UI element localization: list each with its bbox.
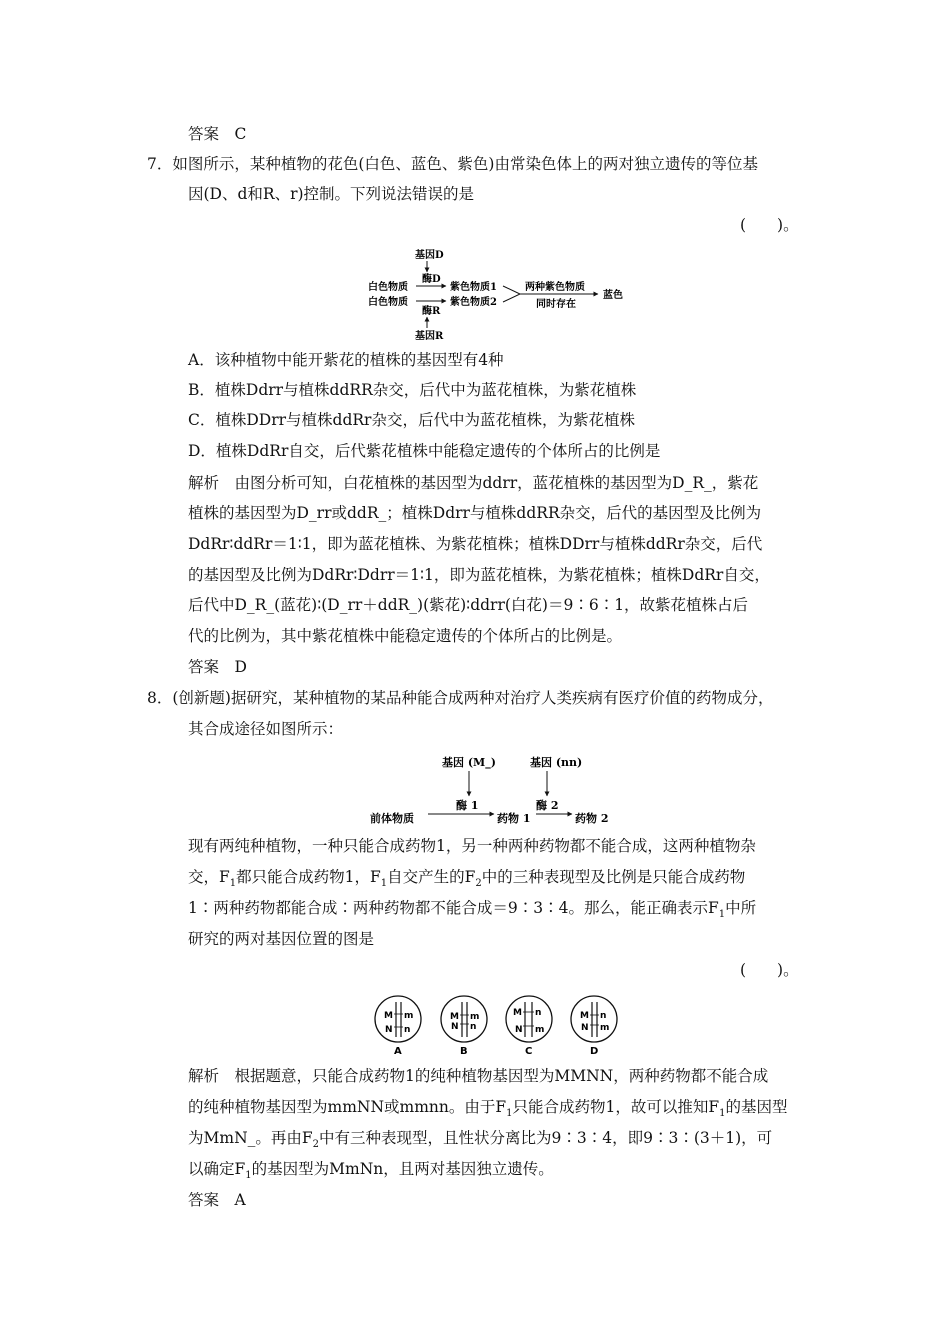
q7-analysis-line: 代的比例为，其中紫花植株中能稳定遗传的个体所占的比例是。 bbox=[188, 627, 623, 645]
q8-body-line: 现有两纯种植物，一种只能合成药物1，另一种两种药物都不能合成，这两种植物杂 bbox=[188, 837, 756, 855]
q7-enzyme-d: 酶D bbox=[422, 274, 441, 285]
q6-answer: 答案 C bbox=[188, 125, 247, 143]
q7-analysis-line: 解析 由图分析可知，白花植株的基因型为ddrr，蓝花植株的基因型为D_R_，紫花 bbox=[188, 474, 759, 492]
q8-answer: 答案 A bbox=[188, 1191, 246, 1209]
svg-text:m: m bbox=[600, 1023, 610, 1033]
q8-stem-line1: 8．(创新题)据研究，某种植物的某品种能合成两种对治疗人类疾病有医疗价值的药物成分， bbox=[147, 689, 774, 707]
q8-analysis-line: 为MmN_。再由$F_2$中有三种表现型，且性状分离比为9∶3∶4，即9∶3∶(3＋1)，可 bbox=[188, 1129, 773, 1151]
q7-gene-r: 基因R bbox=[415, 331, 444, 342]
chromosome-figure-label: B bbox=[460, 1046, 468, 1057]
q8-chromosome-figures bbox=[370, 992, 620, 1058]
svg-text:n: n bbox=[600, 1011, 607, 1021]
q8-analysis-line: 以确定$F_1$的基因型为MmNn，且两对基因独立遗传。 bbox=[188, 1160, 554, 1182]
q7-coexist-bottom: 同时存在 bbox=[536, 299, 576, 310]
q8-stem-line2: 其合成途径如图所示： bbox=[188, 720, 344, 738]
chromosome-figure-label: A bbox=[394, 1046, 402, 1057]
q8-body-line: 1∶两种药物都能合成∶两种药物都不能合成＝9∶3∶4。那么，能正确表示$F_1$中所 bbox=[188, 899, 757, 921]
q7-option-b: B．植株Ddrr与植株ddRR杂交，后代中为蓝花植株，为紫花植株 bbox=[188, 381, 637, 399]
q8-gene-n: 基因 (nn) bbox=[530, 756, 583, 769]
q7-analysis-line: DdRr∶ddRr＝1∶1，即为蓝花植株、为紫花植株；植株DDrr与植株ddRr杂交，后代 bbox=[188, 535, 763, 553]
q8-answer-bracket: ( )。 bbox=[740, 961, 799, 979]
svg-text:M: M bbox=[384, 1011, 393, 1021]
svg-text:M: M bbox=[580, 1011, 589, 1021]
q8-precursor: 前体物质 bbox=[370, 812, 414, 825]
q7-option-a: A．该种植物中能开紫花的植株的基因型有4种 bbox=[188, 351, 504, 369]
q8-enzyme-2: 酶 2 bbox=[536, 799, 559, 812]
q7-gene-d: 基因D bbox=[415, 250, 444, 261]
q8-body-line: 研究的两对基因位置的图是 bbox=[188, 930, 375, 948]
q7-stem-line1: 7．如图所示，某种植物的花色(白色、蓝色、紫色)由常染色体上的两对独立遗传的等位基 bbox=[147, 155, 758, 173]
svg-text:n: n bbox=[404, 1025, 411, 1035]
svg-text:n: n bbox=[470, 1022, 477, 1032]
q8-body-line: 交，$F_1$都只能合成药物1，$F_1$自交产生的$F_2$中的三种表现型及比例是只能合成药物 bbox=[188, 868, 746, 890]
q7-answer-bracket: ( )。 bbox=[740, 216, 799, 234]
q8-analysis-line: 解析 根据题意，只能合成药物1的纯种植物基因型为MMNN，两种药物都不能合成 bbox=[188, 1067, 769, 1085]
svg-text:N: N bbox=[581, 1023, 589, 1033]
q7-white-2: 白色物质 bbox=[368, 297, 408, 308]
chromosome-figure-b bbox=[441, 996, 487, 1057]
svg-text:N: N bbox=[451, 1022, 459, 1032]
q7-white-1: 白色物质 bbox=[368, 282, 408, 293]
q7-analysis-line: 的基因型及比例为DdRr∶Ddrr＝1∶1，即为蓝花植株，为紫花植株；植株DdRr自交， bbox=[188, 566, 770, 584]
svg-text:m: m bbox=[535, 1025, 545, 1035]
chromosome-figure-c bbox=[506, 996, 552, 1057]
q7-blue: 蓝色 bbox=[603, 290, 623, 301]
svg-text:N: N bbox=[515, 1025, 523, 1035]
q7-pathway-diagram bbox=[360, 244, 640, 342]
svg-text:m: m bbox=[404, 1011, 414, 1021]
svg-text:N: N bbox=[385, 1025, 393, 1035]
svg-text:m: m bbox=[470, 1012, 480, 1022]
chromosome-figure-d bbox=[571, 996, 617, 1057]
svg-text:M: M bbox=[513, 1008, 522, 1018]
q7-analysis-line: 植株的基因型为D_rr或ddR_；植株Ddrr与植株ddRR杂交，后代的基因型及比例为 bbox=[188, 504, 762, 522]
q7-option-c: C．植株DDrr与植株ddRr杂交，后代中为蓝花植株，为紫花植株 bbox=[188, 411, 635, 429]
q8-enzyme-1: 酶 1 bbox=[456, 799, 479, 812]
svg-text:M: M bbox=[450, 1012, 459, 1022]
svg-text:n: n bbox=[535, 1008, 542, 1018]
q8-drug-2: 药物 2 bbox=[575, 812, 609, 825]
q7-coexist-top: 两种紫色物质 bbox=[525, 282, 585, 293]
q7-purple-1: 紫色物质1 bbox=[450, 282, 497, 293]
q7-option-d: D．植株DdRr自交，后代紫花植株中能稳定遗传的个体所占的比例是 bbox=[188, 442, 661, 460]
q7-enzyme-r: 酶R bbox=[422, 306, 441, 317]
q8-gene-m: 基因 (M_) bbox=[442, 756, 496, 769]
chromosome-figure-label: D bbox=[590, 1046, 599, 1057]
q7-answer: 答案 D bbox=[188, 658, 247, 676]
q7-analysis-line: 后代中D_R_(蓝花)∶(D_rr＋ddR_)(紫花)∶ddrr(白花)＝9∶6∶1，故紫花植株占后 bbox=[188, 596, 749, 614]
chromosome-figure-a bbox=[375, 996, 421, 1057]
q7-stem-line2: 因(D、d和R、r)控制。下列说法错误的是 bbox=[188, 185, 475, 203]
q8-drug-1: 药物 1 bbox=[497, 812, 531, 825]
chromosome-figure-label: C bbox=[525, 1046, 533, 1057]
q7-purple-2: 紫色物质2 bbox=[450, 297, 497, 308]
q8-analysis-line: 的纯种植物基因型为mmNN或mmnn。由于$F_1$只能合成药物1，故可以推知$F_1$的基因型 bbox=[188, 1098, 788, 1120]
q8-pathway-diagram bbox=[370, 752, 620, 826]
